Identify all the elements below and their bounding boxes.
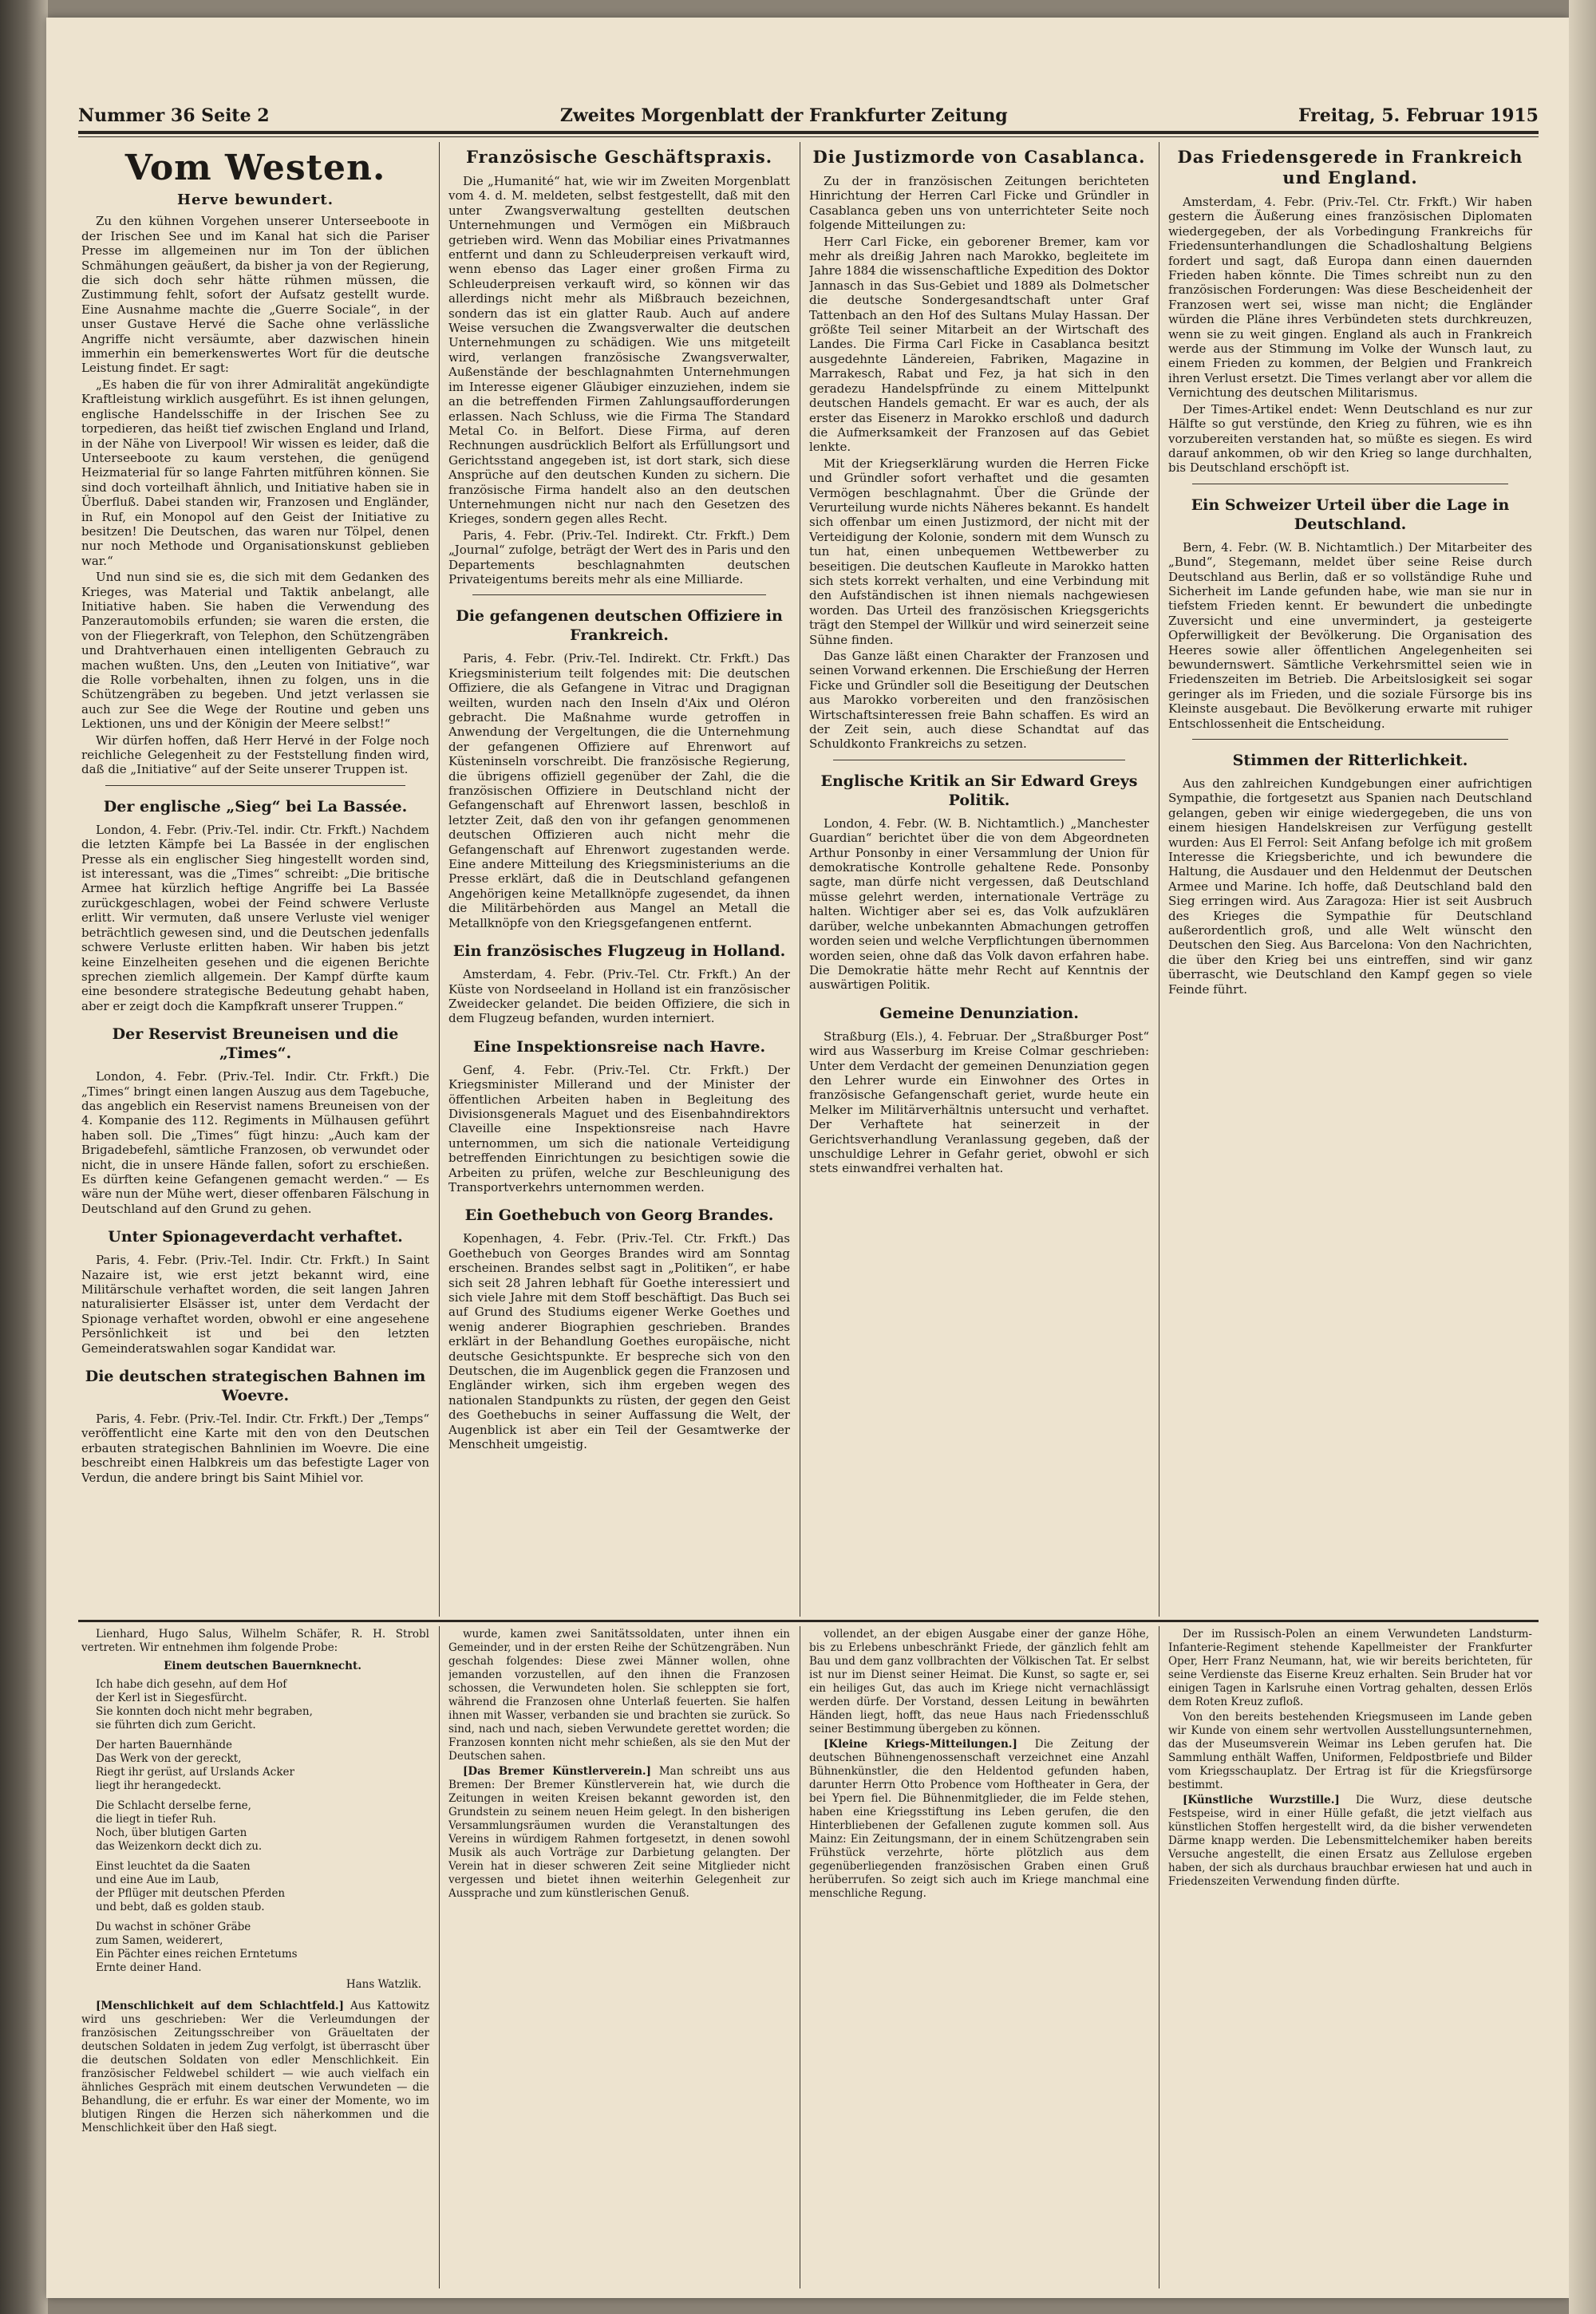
poem-line: der Pflüger mit deutschen Pferden bbox=[96, 1887, 286, 1900]
column-casablanca bbox=[809, 144, 1149, 1613]
poem-stanza-gap bbox=[96, 1732, 429, 1739]
poem-signature: Hans Watzlik. bbox=[346, 1978, 421, 1991]
header-rule bbox=[78, 131, 1539, 134]
issue-number: Nummer 36 Seite 2 bbox=[78, 105, 270, 126]
paragraph: Der im Russisch-Polen an einem Verwundeten Landsturm-Infanterie-Regiment stehende Kapellmeister der Frankfurter Oper, Herr Franz Neumann, hat, wie wir bereits berichteten, für seine Verdienste das Eiserne Kreuz erhalten. Sein Bruder hat vor einigen Tagen in Karlsruhe einen Vortrag gehalten, dessen Erlös dem Roten Kreuz zufloß. bbox=[1168, 1628, 1532, 1708]
poem-stanza-gap bbox=[96, 1914, 429, 1921]
article-kicker: [Künstliche Wurzstille.] bbox=[1183, 1794, 1340, 1807]
section-heading: Stimmen der Ritterlichkeit. bbox=[1232, 752, 1468, 769]
article-kicker: [Das Bremer Künstlerverein.] bbox=[463, 1765, 651, 1778]
paragraph: Von den bereits bestehenden Kriegsmuseen im Lande geben wir Kunde von einem sehr wertvollen Ausstellungsunternehmen, das der Museumsverein Weimar ins Leben gerufen hat. Die Sammlung enthält Waffen, Uniformen, Feldpostbriefe und Bilder vom Kriegsschauplatz. Der Ertrag ist für die Kriegsfürsorge bestimmt. bbox=[1168, 1711, 1532, 1791]
paragraph: London, 4. Febr. (Priv.-Tel. Indir. Ctr. Frkft.) Die „Times“ bringt einen langen Auszug aus dem Tagebuche, das angeblich ein Reservist namens Breuneisen von der 4. Kompanie des 112. Regiments in Mülhausen geführt haben soll. Die „Times“ fügt hinzu: „Auch kam der Brigadebefehl, sämtliche Franzosen, ob verwundet oder nicht, die in unsere Hände fallen, sofort zu erschießen. Es dürften keine Gefangenen gemacht werden.“ — Es wäre nun der Mühe wert, dieser offenbaren Fälschung in Deutschland auf den Grund zu gehen. bbox=[81, 1069, 429, 1216]
paragraph: London, 4. Febr. (Priv.-Tel. indir. Ctr. Frkft.) Nachdem die letzten Kämpfe bei La Bassée in der englischen Presse als ein englischer Sieg hingestellt worden sind, ist interessant, was die „Times“ schreibt: „Die britische Armee hat kürzlich heftige Angriffe bei La Bassée zurückgeschlagen, wobei der Feind schwere Verluste erlitt. Wir vermuten, daß unsere Verluste viel weniger beträchtlich gewesen sind, und die Deutschen jedenfalls schwere Verluste erlitten haben. Wir haben bis jetzt keine Einzelheiten gesehen und die eigenen Berichte sprechen ziemlich allgemein. Der Kampf dürfte kaum eine besondere strategische Bedeutung gehabt haben, aber er zeigt doch die Kampfkraft unserer Truppen.“ bbox=[81, 822, 429, 1013]
paragraph: London, 4. Febr. (W. B. Nichtamtlich.) „Manchester Guardian“ berichtet über die von dem Abgeordneten Arthur Ponsonby in einer Versammlung der Union für demokratische Kontrolle gehaltene Rede. Ponsonby sagte, man dürfe nicht vergessen, daß Deutschland müsse gelehrt werden, internationale Verträge zu halten. Wichtiger aber sei es, das Volk aufzuklären darüber, welche unbekannten Abmachungen getroffen worden seien und welche Verpflichtungen übernommen worden seien, ohne daß das Volk davon erfahren habe. Die Demokratie hätte mehr Recht auf Kenntnis der auswärtigen Politik. bbox=[809, 815, 1149, 993]
newspaper-title: Zweites Morgenblatt der Frankfurter Zeitung bbox=[559, 105, 1008, 126]
poem-line: Sie konnten doch nicht mehr begraben, bbox=[96, 1705, 313, 1718]
poem-line: und eine Aue im Laub, bbox=[96, 1874, 219, 1886]
poem-line: Die Schlacht derselbe ferne, bbox=[96, 1799, 251, 1812]
feuilleton-column-1 bbox=[81, 1628, 429, 2287]
paragraph: Herr Carl Ficke, ein geborener Bremer, kam vor mehr als dreißig Jahren nach Marokko, begleitete im Jahre 1884 die wissenschaftliche Expedition des Doktor Jannasch in das Sus-Gebiet und 1889 als Dolmetscher die deutsche Sondergesandtschaft unter Graf Tattenbach an den Hof des Sultans Mulay Hassan. Der größte Teil seiner Mitarbeit an der Wirtschaft des Landes. Die Firma Carl Ficke in Casablanca besitzt ausgedehnte Ländereien, Fabriken, Magazine in Marrakesch, Rabat und Fez, ja hat sich in den geradezu Handelspfründe zu einem Mittelpunkt deutschen Handels gemacht. Er war es auch, der als erster das Eisenerz in Marokko erschloß und dadurch die Aufmerksamkeit der Franzosen auf das Gebiet lenkte. bbox=[809, 234, 1149, 455]
poem-line: zum Samen, weiderert, bbox=[96, 1934, 223, 1947]
poem-line: die liegt in tiefer Ruh. bbox=[96, 1813, 216, 1826]
paragraph bbox=[81, 2000, 429, 2135]
feuilleton-column-4 bbox=[1168, 1628, 1532, 2287]
poem-line: Ein Pächter eines reichen Erntetums bbox=[96, 1948, 298, 1961]
paragraph: Bern, 4. Febr. (W. B. Nichtamtlich.) Der Mitarbeiter des „Bund“, Stegemann, meldet über seine Reise durch Deutschland aus Berlin, daß er so vollständige Ruhe und Sicherheit im Lande gefunden habe, wie man sie nur in tiefstem Frieden kennt. Er bewundert die unbedingte Zuversicht und eine unvermindert, ja gesteigerte Opferwilligkeit der Bevölkerung. Die Organisation des Heeres sowie aller öffentlichen Angelegenheiten sei bewundernswert. Sämtliche Verkehrsmittel seien wie in Friedenszeiten im Betrieb. Die Arbeitslosigkeit sei sogar geringer als im Frieden, und die soziale Fürsorge bis ins Kleinste ausgebaut. Die Bevölkerung erwarte mit ruhiger Entschlossenheit die Entscheidung. bbox=[1168, 539, 1532, 731]
article-title: Die Justizmorde von Casablanca. bbox=[812, 147, 1146, 167]
column-vom-westen bbox=[81, 144, 429, 1613]
poem-line: Der harten Bauernhände bbox=[96, 1739, 233, 1751]
article-title: Vom Westen. bbox=[124, 148, 386, 188]
paragraph bbox=[1168, 1794, 1532, 1889]
poem-line: Ich habe dich gesehn, auf dem Hof bbox=[96, 1678, 287, 1691]
section-heading: Der englische „Sieg“ bei La Bassée. bbox=[103, 797, 408, 815]
section-heading: Eine Inspektionsreise nach Havre. bbox=[472, 1037, 766, 1056]
paragraph: Und nun sind sie es, die sich mit dem Gedanken des Krieges, was Material und Taktik anbelangt, alle Initiative haben. Sie haben die Verwendung des Panzerautomobils erfunden; sie waren die ersten, die von der Fliegerkraft, von Telephon, den Schützengräben und Drahtverhauen einen intelligenten Gebrauch zu machen wußten. Uns, den „Leuten von Initiative“, war die Rolle vorbehalten, ihnen zu folgen, uns in die Schützengräben zu begeben. Und jetzt verlassen sie auch zur See die Wege der Routine und geben uns Lektionen, uns und der Königin der Meere selbst!“ bbox=[81, 570, 429, 732]
section-heading: Die gefangenen deutschen Offiziere in Frankreich. bbox=[456, 607, 783, 645]
paragraph: Das Ganze läßt einen Charakter der Franzosen und seinen Vorwand erkennen. Die Erschießung der Herren Ficke und Gründler soll die Beseitigung der Deutschen aus Marokko vorbereiten und den französischen Wirtschaftsinteressen freie Bahn schaffen. Es wird an der Zeit sein, auch diese Schandtat auf das Schuldkonto Frankreichs zu setzen. bbox=[809, 649, 1149, 752]
section-heading: Die deutschen strategischen Bahnen im Woevre. bbox=[85, 1368, 426, 1405]
poem-line: und bebt, daß es golden staub. bbox=[96, 1901, 265, 1913]
column-rule bbox=[439, 1626, 440, 2288]
paragraph: Aus den zahlreichen Kundgebungen einer aufrichtigen Sympathie, die fortgesetzt aus Spanien nach Deutschland gelangen, geben wir einige wiedergegeben, die uns von einem hiesigen Handelskreisen zur Verfügung gestellt wurden: Aus El Ferrol: Seit Anfang befolge ich mit großem Interesse die Kriegsberichte, und ich bewundere die Haltung, die Ausdauer und den Heldenmut der Deutschen Armee und Marine. Ich hoffe, daß Deutschland bald den Sieg erringen wird. Aus Zaragoza: Hier ist seit Ausbruch des Krieges die Sympathie für Deutschland außerordentlich groß, und alle Welt wünscht den Deutschen den Sieg. Aus Barcelona: Von den Nachrichten, die über den Krieg bei uns eintreffen, sind wir ganz überrascht, wie Deutschland den Kampf gegen so viele Feinde führt. bbox=[1168, 776, 1532, 997]
section-heading: Ein Goethebuch von Georg Brandes. bbox=[464, 1206, 774, 1225]
paragraph: Paris, 4. Febr. (Priv.-Tel. Indirekt. Ctr. Frkft.) Dem „Journal“ zufolge, beträgt der Wert des in Paris und den Departements beschlagnahmten deutschen Privateigentums bereits mehr als eine Milliarde. bbox=[448, 527, 790, 586]
article-title: Französische Geschäftspraxis. bbox=[465, 147, 773, 167]
feuilleton-column-2 bbox=[448, 1628, 790, 2287]
masthead bbox=[78, 104, 1539, 128]
paragraph: Zu den kühnen Vorgehen unserer Unterseeboote in der Irischen See und im Kanal hat sich die Pariser Presse im allgemeinen nur im Ton der üblichen Schmähungen geäußert, da bisher ja von der Regierung, die sich doch sehr hätte rühmen müssen, die Zustimmung fehlt, sofort der Aufsatz gestellt wurde. Eine Ausnahme machte die „Guerre Sociale“, in der unser Gustave Hervé die Sache ohne verlässliche Angriffe nicht versäumte, aber dazwischen hinein immerhin ein bemerkenswertes Wort für die deutsche Leistung findet. Er sagt: bbox=[81, 214, 429, 376]
article-title: Das Friedensgerede in Frankreich und England. bbox=[1177, 147, 1523, 188]
article-subtitle: Herve bewundert. bbox=[177, 192, 334, 208]
poem-line: Das Werk von der gereckt, bbox=[96, 1752, 242, 1765]
section-heading: Ein Schweizer Urteil über die Lage in Deutschland. bbox=[1191, 496, 1510, 533]
paragraph-text: Die Zeitung der deutschen Bühnengenossenschaft verzeichnet eine Anzahl Bühnenkünstler, die den Heldentod gefunden haben, darunter Herrn Otto Probence vom Hoftheater in Gera, der bei Ypern fiel. Die Bühnenmitglieder, die im Felde stehen, haben eine Kriegsstiftung ins Leben gerufen, die den Hinterbliebenen der Gefallenen zugute kommen soll. Aus Mainz: Ein Zeitungsmann, der in einem Schützengraben sein Frühstück verzehrte, hörte plötzlich aus dem gegenüberliegenden französischen Graben einen Gruß herüberrufen. So zeigt sich auch im Kriege manchmal eine menschliche Regung. bbox=[809, 1738, 1149, 1900]
page-edge bbox=[1569, 0, 1596, 2314]
poem bbox=[81, 1660, 429, 1975]
paragraph-text: Die Wurz, diese deutsche Festspeise, wird in einer Hülle gefaßt, die jetzt vielfach aus künstlichen Stoffen hergestellt wird, da die bisher verwendeten Därme knapp werden. Die Lebensmittelchemiker haben bereits Versuche angestellt, die einen Ersatz aus Zellulose ergeben haben, der sich als durchaus brauchbar erwiesen hat und auch in Friedenszeiten Verwendung finden dürfte. bbox=[1168, 1794, 1532, 1888]
poem-stanza-gap bbox=[96, 1793, 429, 1799]
feuilleton-rule bbox=[78, 1620, 1539, 1622]
poem-line: Du wachst in schöner Gräbe bbox=[96, 1921, 251, 1933]
paragraph bbox=[448, 1765, 790, 1901]
column-geschaeftspraxis bbox=[448, 144, 790, 1613]
issue-date: Freitag, 5. Februar 1915 bbox=[1298, 105, 1539, 126]
paragraph: Straßburg (Els.), 4. Februar. Der „Straßburger Post“ wird aus Wasserburg im Kreise Colmar geschrieben: Unter dem Verdacht der gemeinen Denunziation gegen den Lehrer wurde ein Einwohner des Ortes in französische Gefangenschaft geriet, wurde heute ein Melker im Militärverhältnis untersucht und verhaftet. Der Verhaftete hat seinerzeit in der Gerichtsverhandlung Veranlassung gegeben, daß der unschuldige Lehrer in Gefahr geriet, obwohl er sich stets einwandfrei verhalten hat. bbox=[809, 1029, 1149, 1176]
separator bbox=[1192, 739, 1508, 740]
paragraph: Wir dürfen hoffen, daß Herr Hervé in der Folge noch reichliche Gelegenheit zu der Feststellung finden wird, daß die „Initiative“ auf der Seite unserer Truppen ist. bbox=[81, 733, 429, 777]
poem-line: sie führten dich zum Gericht. bbox=[96, 1719, 256, 1732]
poem-stanza-gap bbox=[96, 1854, 429, 1860]
feuilleton-column-3 bbox=[809, 1628, 1149, 2287]
paragraph: Der Times-Artikel endet: Wenn Deutschland es nur zur Hälfte so gut verstünde, den Krieg zu führen, wie es ihn vorzubereiten verstanden hat, so müßte es siegen. Es wird darauf ankommen, ob wir den Krieg so lange durchhalten, bis Deutschland erschöpft ist. bbox=[1168, 401, 1532, 476]
paragraph: wurde, kamen zwei Sanitätssoldaten, unter ihnen ein Gemeinder, und in der ersten Reihe der Schützengräben. Nun geschah folgendes: Diese zwei Männer wollen, ohne jemanden vorzustellen, auf den ihnen die Franzosen schossen, die Verwundeten holen. Sie schleppten sie fort, während die Franzosen ohne Unterlaß feuerten. Sie halfen ihnen mit Wasser, verbanden sie und brachten sie zurück. So sind, nach und nach, sieben Verwundete gerettet worden; die Franzosen konnten nicht mehr schießen, als sie den Mut der Deutschen sahen. bbox=[448, 1628, 790, 1763]
paragraph: Amsterdam, 4. Febr. (Priv.-Tel. Ctr. Frkft.) Wir haben gestern die Äußerung eines französischen Diplomaten wiedergegeben, der als Vorbedingung Frankreichs für Friedensunterhandlungen die Schadloshaltung Belgiens fordert und sagt, daß Europa dann einen dauernden Frieden haben könnte. Die Times schreibt nun zu den französischen Forderungen: Was diese Bescheidenheit der Franzosen wert sei, wisse man nicht; die Engländer würden die Pläne ihres Verbündeten stets durchkreuzen, wenn sie zu weit gingen. England als auch in Frankreich werde aus der Stimmung im Volke der Wunsch laut, zu einem Frieden zu kommen, der Belgien und Frankreich ihren Verlust ersetzt. Die Times verlangt aber vor allem die Vernichtung des deutschen Militarismus. bbox=[1168, 195, 1532, 401]
header-rule-thin bbox=[78, 136, 1539, 137]
paragraph: Lienhard, Hugo Salus, Wilhelm Schäfer, R. H. Strobl vertreten. Wir entnehmen ihm folgende Probe: bbox=[81, 1628, 429, 1654]
paragraph: „Es haben die für von ihrer Admiralität angekündigte Kraftleistung wirklich ausgeführt. Es ist ihnen gelungen, englische Handelsschiffe in der Irischen See zu torpedieren, das heißt tief zwischen England und Irland, in der Nähe von Liverpool! Wir wissen es leider, daß die Unterseeboote zu kaum verstehen, die genügend Heizmaterial für so lange Fahrten mitführen können. Sie sind doch vorteilhaft ähnlich, und Initiative haben sie in Überfluß. Dabei standen wir, Franzosen und Engländer, in Ruf, ein Monopol auf den Geist der Initiative zu besitzen! Die Deutschen, das waren nur Tölpel, denen nur noch Methode und Organisationskunst geblieben war.“ bbox=[81, 377, 429, 568]
paragraph: Zu der in französischen Zeitungen berichteten Hinrichtung der Herren Carl Ficke und Gründler in Casablanca geben uns von unterrichteter Seite noch folgende Mitteilungen zu: bbox=[809, 174, 1149, 233]
article-kicker: [Menschlichkeit auf dem Schlachtfeld.] bbox=[96, 2000, 344, 2012]
paragraph-text: Aus Kattowitz wird uns geschrieben: Wer die Verleumdungen der französischen Zeitungsschreiber von Gräueltaten der deutschen Soldaten in jedem Zug verfolgt, ist überrascht über die deutschen Soldaten von edler Menschlichkeit. Ein französischer Feldwebel schildert — wie auch vielfach ein ähnliches Gespräch mit einem deutschen Verwundeten — die Behandlung, die er erfuhr. Es war einer der Momente, wo im blutigen Ringen die Herzen sich näherkommen und die Menschlichkeit über den Haß siegt. bbox=[81, 2000, 429, 2134]
poem-line: Noch, über blutigen Garten bbox=[96, 1826, 247, 1839]
article-kicker: [Kleine Kriegs-Mitteilungen.] bbox=[824, 1738, 1017, 1751]
section-heading: Der Reservist Breuneisen und die „Times“. bbox=[112, 1025, 399, 1063]
section-heading: Unter Spionageverdacht verhaftet. bbox=[108, 1228, 403, 1246]
separator bbox=[105, 785, 405, 786]
column-rule bbox=[439, 142, 440, 1617]
paragraph: Die „Humanité“ hat, wie wir im Zweiten Morgenblatt vom 4. d. M. meldeten, selbst festgestellt, daß mit den unter Zwangsverwaltung gestellten deutschen Unternehmungen und Vermögen ein Mißbrauch getrieben wird. Wenn das Mobiliar eines Privatmannes entfernt und dann zu Schleuderpreisen verkauft wird, wenn ebenso das Lager einer großen Firma zu Schleuderpreisen verkauft wird, so können wir das allerdings nicht mehr als Mißbrauch bezeichnen, sondern das ist ein glatter Raub. Auch auf andere Weise versuchen die Zwangsverwalter die deutschen Unternehmungen zu schädigen. Wie uns mitgeteilt wird, verlangen französische Zwangsverwalter, Außenstände der beschlagnahmten Unternehmungen im Interesse eigener Gläubiger einzuziehen, indem sie an die betreffenden Firmen Zahlungsaufforderungen erlassen. Nach Schluss, wie die Firma The Standard Metal Co. in Belfort. Diese Firma, auf deren Rechnungen ausdrücklich Belfort als Erfüllungsort und Gerichtsstand angegeben ist, ist dort stark, sich diese Ansprüche auf den deutschen Kunden zu sichern. Die französische Firma handelt also an den deutschen Unternehmungen nicht nur nach den Gesetzen des Krieges, sondern gegen alles Recht. bbox=[448, 174, 790, 527]
poem-line: der Kerl ist in Siegesfürcht. bbox=[96, 1692, 247, 1704]
newspaper-page bbox=[46, 18, 1569, 2298]
poem-line: Riegt ihr gerüst, auf Urslands Acker bbox=[96, 1766, 294, 1779]
paragraph-text: Man schreibt uns aus Bremen: Der Bremer Künstlerverein hat, wie durch die Zeitungen in weiten Kreisen bekannt geworden ist, den Grundstein zu seinem neuen Heim gelegt. In den bisherigen Versammlungsräumen wurden die Veranstaltungen des Vereins in würdigem Rahmen fortgesetzt, in denen sowohl Musik als auch Vorträge zur Darbietung gelangten. Der Verein hat in dieser schweren Zeit seine Mitglieder nicht vergessen und bietet ihnen weiterhin Gelegenheit zur Aussprache und zum künstlerischen Genuß. bbox=[448, 1765, 790, 1900]
paragraph: Mit der Kriegserklärung wurden die Herren Ficke und Gründler sofort verhaftet und die gesamten Vermögen beschlagnahmt. Über die Gründe der Verurteilung wurde nichts Näheres bekannt. Es handelt sich offenbar um einen Justizmord, der nicht mit der Verteidigung der Kolonie, sondern mit dem Wunsch zu tun hat, einen unbequemen Wettbewerber zu beseitigen. Die deutschen Kaufleute in Marokko hatten sich stets korrekt verhalten, und eine Verbindung mit den Aufständischen ist ihnen niemals nachgewiesen worden. Das Urteil des französischen Kriegsgerichts trägt den Stempel der Willkür und wird seinerzeit seine Sühne finden. bbox=[809, 456, 1149, 647]
paragraph: Kopenhagen, 4. Febr. (Priv.-Tel. Ctr. Frkft.) Das Goethebuch von Georges Brandes wird am Sonntag erscheinen. Brandes selbst sagt in „Politiken“, er habe sich seit 28 Jahren lebhaft für Goethe interessiert und sich viele Jahre mit dem Stoff beschäftigt. Das Buch sei auf Grund des Studiums eigener Werke Goethes und wenig anderer Biographien geschrieben. Brandes erklärt in der Behandlung Goethes europäische, nicht deutsche Gesichtspunkte. Er bespreche sich von den Deutschen, die im Augenblick gegen die Franzosen und Engländer wirken, sich ihm ergeben wegen des nationalen Standpunkts zu rüsten, der gegen den Geist des Goethebuchs in seiner Auffassung die Welt, der Augenblick ist aber ein Teil der Gesamtwerke der Menschheit umgeistig. bbox=[448, 1231, 790, 1452]
paragraph: vollendet, an der ebigen Ausgabe einer der ganze Höhe, bis zu Erlebens unbeschränkt Friede, der gänzlich fehlt am Bau und dem ganz vollbrachten der Völkischen Tat. Er selbst ist nur im Dienst seiner Heimat. Die Kunst, so sagte er, sei ein heiliges Gut, das auch im Kriege nicht vernachlässigt werden dürfe. Der Vorstand, dessen Leitung in bewährten Händen liegt, hofft, das neue Haus nach Friedensschluß seiner Bestimmung übergeben zu können. bbox=[809, 1628, 1149, 1736]
section-heading: Gemeine Denunziation. bbox=[879, 1004, 1079, 1022]
paragraph: Paris, 4. Febr. (Priv.-Tel. Indir. Ctr. Frkft.) Der „Temps“ veröffentlicht eine Karte mit den von den Deutschen erbauten strategischen Bahnlinien im Woevre. Die eine beschreibt einen Halbkreis um das befestigte Lager von Verdun, die andere bringt bis Saint Mihiel vor. bbox=[81, 1412, 429, 1485]
section-heading: Englische Kritik an Sir Edward Greys Politik. bbox=[820, 772, 1138, 809]
poem-line: das Weizenkorn deckt dich zu. bbox=[96, 1840, 263, 1853]
paragraph: Amsterdam, 4. Febr. (Priv.-Tel. Ctr. Frkft.) An der Küste von Nordseeland in Holland ist ein französischer Zweidecker gelandet. Die beiden Offiziere, die sich in dem Flugzeug befanden, wurden interniert. bbox=[448, 967, 790, 1026]
paragraph: Paris, 4. Febr. (Priv.-Tel. Indir. Ctr. Frkft.) In Saint Nazaire ist, wie erst jetzt bekannt wird, eine Militärschule verhaftet worden, die seit langen Jahren naturalisierter Elsässer ist, unter dem Verdacht der Spionage verhaftet worden, obwohl er eine angesehene Persönlichkeit ist und bei den letzten Gemeinderatswahlen sogar Kandidat war. bbox=[81, 1253, 429, 1356]
poem-title: Einem deutschen Bauernknecht. bbox=[164, 1660, 361, 1672]
paragraph bbox=[809, 1738, 1149, 1901]
poem-line: Einst leuchtet da die Saaten bbox=[96, 1860, 251, 1873]
section-heading: Ein französisches Flugzeug in Holland. bbox=[452, 942, 786, 961]
poem-line: liegt ihr herangedeckt. bbox=[96, 1779, 222, 1792]
column-friedensgerede bbox=[1168, 144, 1532, 1613]
paragraph: Genf, 4. Febr. (Priv.-Tel. Ctr. Frkft.) Der Kriegsminister Millerand und der Minister der öffentlichen Arbeiten haben in Begleitung des Divisionsgenerals Maguet und des Eisenbahndirektors Claveille eine Inspektionsreise nach Havre unternommen, um sich die nationale Verteidigung betreffenden Einrichtungen zu besichtigen sowie die Arbeiten zu prüfen, welche zur Beschleunigung des Transportverkehrs unternommen werden. bbox=[448, 1062, 790, 1195]
poem-line: Ernte deiner Hand. bbox=[96, 1961, 202, 1974]
book-binding bbox=[0, 0, 48, 2314]
paragraph: Paris, 4. Febr. (Priv.-Tel. Indirekt. Ctr. Frkft.) Das Kriegsministerium teilt folgendes mit: Die deutschen Offiziere, die als Gefangene in Vitrac und Dragignan weilten, wurden nach den Inseln d'Aix und Oléron gebracht. Die Maßnahme wurde getroffen in Anwendung der Vergeltungen, die die Unternehmung der gefangenen Offiziere auf Ehrenwort auf Küsteninseln vorschreibt. Die französische Regierung, die übrigens offiziell gegenüber der Zahl, die die französischen Offiziere in Deutschland nicht der Gefangenschaft auf Ehrenwort lassen, beschloß in letzter Zeit, daß den von ihr gefangen genommenen deutschen Offizieren auch nicht mehr die Gefangenschaft auf Ehrenwort zugestanden werde. Eine andere Mitteilung des Kriegsministeriums an die Presse erklärt, daß die in Deutschland gefangenen Angehörigen keine Metallknöpfe zugesendet, da ihnen die Militärbehörden aus Mangel an Metall die Metallknöpfe von den Kriegsgefangenen entfernt. bbox=[448, 651, 790, 930]
separator bbox=[472, 594, 766, 595]
